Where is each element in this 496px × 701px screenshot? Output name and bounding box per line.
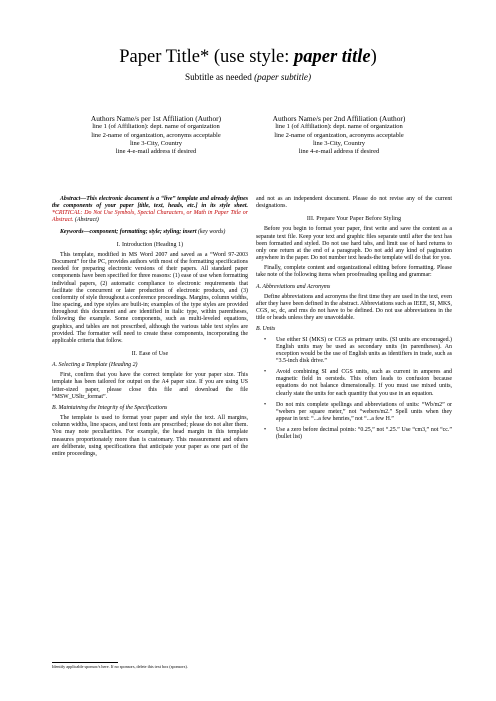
abstract-text: —This electronic document is a “live” template and already defines the components of your paper [title, text, heads, etc.] in its style sheet. <box>52 196 248 210</box>
bullet-icon: • <box>264 369 267 376</box>
list-item <box>256 427 452 441</box>
affiliation-line-4: line 4-e-mail address if desired <box>298 148 380 156</box>
affiliation-line-1: line 1 (of Affiliation): dept. name of organization <box>275 123 403 131</box>
affiliation-line-3: line 3-City, Country <box>129 140 183 148</box>
subsection-heading-units: B. Units <box>256 326 276 333</box>
abstract-style-tag: (Abstract) <box>73 217 99 224</box>
abstract-warning: *CRITICAL: Do Not Use Symbols, Special Characters, or Math in Paper Title or Abstract. <box>52 210 248 224</box>
list-item <box>256 369 452 398</box>
title-text: Paper Title* (use style: <box>119 47 294 67</box>
author-name: Authors Name/s per 1st Affiliation (Author) <box>90 114 222 123</box>
footnote-rule <box>52 662 118 663</box>
affiliation-line-2: line 2-name of organization, acronyms acceptable <box>274 131 404 139</box>
paragraph-maintaining-integrity: The template is used to format your paper and style the text. All margins, column widths, line spaces, and text fonts are prescribed; please do not alter them. You may note peculiarities. For example, the head margin in this template measures proportionately more than is customary. This measurement and others are deliberate, using specifications that anticipate your paper as one part of the entire proceedings, <box>52 415 248 457</box>
paper-title <box>0 46 496 68</box>
affiliation-line-2: line 2-name of organization, acronyms acceptable <box>91 131 221 139</box>
paper-subtitle <box>0 72 496 83</box>
paragraph-introduction: This template, modified in MS Word 2007 and saved as a “Word 97-2003 Document” for the PC, provides authors with most of the formatting specifications needed for preparing electronic versions of their papers. All standard paper components have been specified for three reasons: (1) ease of use when formatting individual papers, (2) automatic compliance to electronic requirements that facilitate the concurrent or later production of electronic products, and (3) conformity of style throughout a conference proceedings. Margins, column widths, line spacing, and type styles are built-in; examples of the type styles are provided throughout this document and are identified in italic type, within parentheses, following the example. Some components, such as multi-leveled equations, graphics, and tables are not prescribed, although the various table text styles are provided. The formatter will need to create these components, incorporating the applicable criteria that follow. <box>52 251 248 344</box>
title-close: ) <box>370 47 377 67</box>
paragraph-continued: and not as an independent document. Please do not revise any of the current designations. <box>256 196 452 210</box>
list-item <box>256 337 452 366</box>
section-heading-prepare-paper: III. Prepare Your Paper Before Styling <box>306 216 402 223</box>
keywords-text: —component; formatting; style; styling; insert <box>83 228 197 235</box>
author-name: Authors Name/s per 2nd Affiliation (Author) <box>272 114 406 123</box>
list-item-text: Use either SI (MKS) or CGS as primary units. (SI units are encouraged.) English units may be used as secondary units (in parentheses). An exception would be the use of English units as identifiers in trade, such as “3.5-inch disk drive.” <box>276 336 452 364</box>
keywords-style-tag: (key words) <box>196 228 226 235</box>
keywords-label: Keywords <box>60 228 84 235</box>
right-column <box>256 196 452 446</box>
subsection-heading-selecting-template: A. Selecting a Template (Heading 2) <box>52 362 138 369</box>
author-block-1 <box>66 114 246 157</box>
abstract <box>52 196 248 225</box>
paragraph-selecting-template: First, confirm that you have the correct template for your paper size. This template has been tailored for output on the A4 paper size. If you are using US letter-sized paper, please close this file and download the file “MSW_USltr_format”. <box>52 372 248 400</box>
list-item <box>256 402 452 423</box>
list-item-text: Use a zero before decimal points: “0.25,” not “.25.” Use “cm3,” not “cc.” (bullet list) <box>276 427 452 441</box>
subtitle-style-hint: (paper subtitle) <box>254 72 312 82</box>
keywords <box>52 229 248 236</box>
bullet-icon: • <box>264 336 267 343</box>
subtitle-text: Subtitle as needed <box>184 72 255 82</box>
paragraph-prepare-2: Finally, complete content and organizational editing before formatting. Please take note of the following items when proofreading spelling and grammar: <box>256 265 452 279</box>
bullet-icon: • <box>264 427 267 434</box>
author-block-2 <box>249 114 429 157</box>
title-style-hint: paper title <box>294 47 371 67</box>
units-bullet-list <box>256 337 452 442</box>
list-item-text: Do not mix complete spellings and abbreviations of units: “Wb/m2” or “webers per square meter,” not “webers/m2.” Spell units when they appear in text: “...a few henries,” not “...a few H.” <box>276 401 452 423</box>
affiliation-line-1: line 1 (of Affiliation): dept. name of organization <box>92 123 220 131</box>
list-item-text: Avoid combining SI and CGS units, such as current in amperes and magnetic field in oersteds. This often leads to confusion because equations do not balance dimensionally. If you must use mixed units, clearly state the units for each quantity that you use in an equation. <box>276 369 452 397</box>
affiliation-line-4: line 4-e-mail address if desired <box>115 148 197 156</box>
section-heading-ease-of-use: II. Ease of Use <box>131 350 169 357</box>
paragraph-abbreviations: Define abbreviations and acronyms the first time they are used in the text, even after they have been defined in the abstract. Abbreviations such as IEEE, SI, MKS, CGS, sc, dc, and rms do not have to be defined. Do not use abbreviations in the title or heads unless they are unavoidable. <box>256 293 452 322</box>
subsection-heading-maintaining-integrity: B. Maintaining the Integrity of the Specifications <box>52 404 168 411</box>
paragraph-prepare-1: Before you begin to format your paper, first write and save the content as a separate text file. Keep your text and graphic files separate until after the text has been formatted and styled. Do not use hard tabs, and limit use of hard returns to only one return at the end of a paragraph. Do not add any kind of pagination anywhere in the paper. Do not number text heads-the template will do that for you. <box>256 226 452 262</box>
bullet-icon: • <box>264 401 267 408</box>
abstract-label: Abstract <box>60 196 81 202</box>
section-heading-introduction: I. Introduction (Heading 1) <box>116 241 184 248</box>
left-column <box>52 196 248 458</box>
sponsor-footnote: Identify applicable sponsor/s here. If no sponsors, delete this text box (sponsors). <box>52 664 188 669</box>
affiliation-line-3: line 3-City, Country <box>312 140 366 148</box>
subsection-heading-abbreviations: A. Abbreviations and Acronyms <box>256 283 331 290</box>
